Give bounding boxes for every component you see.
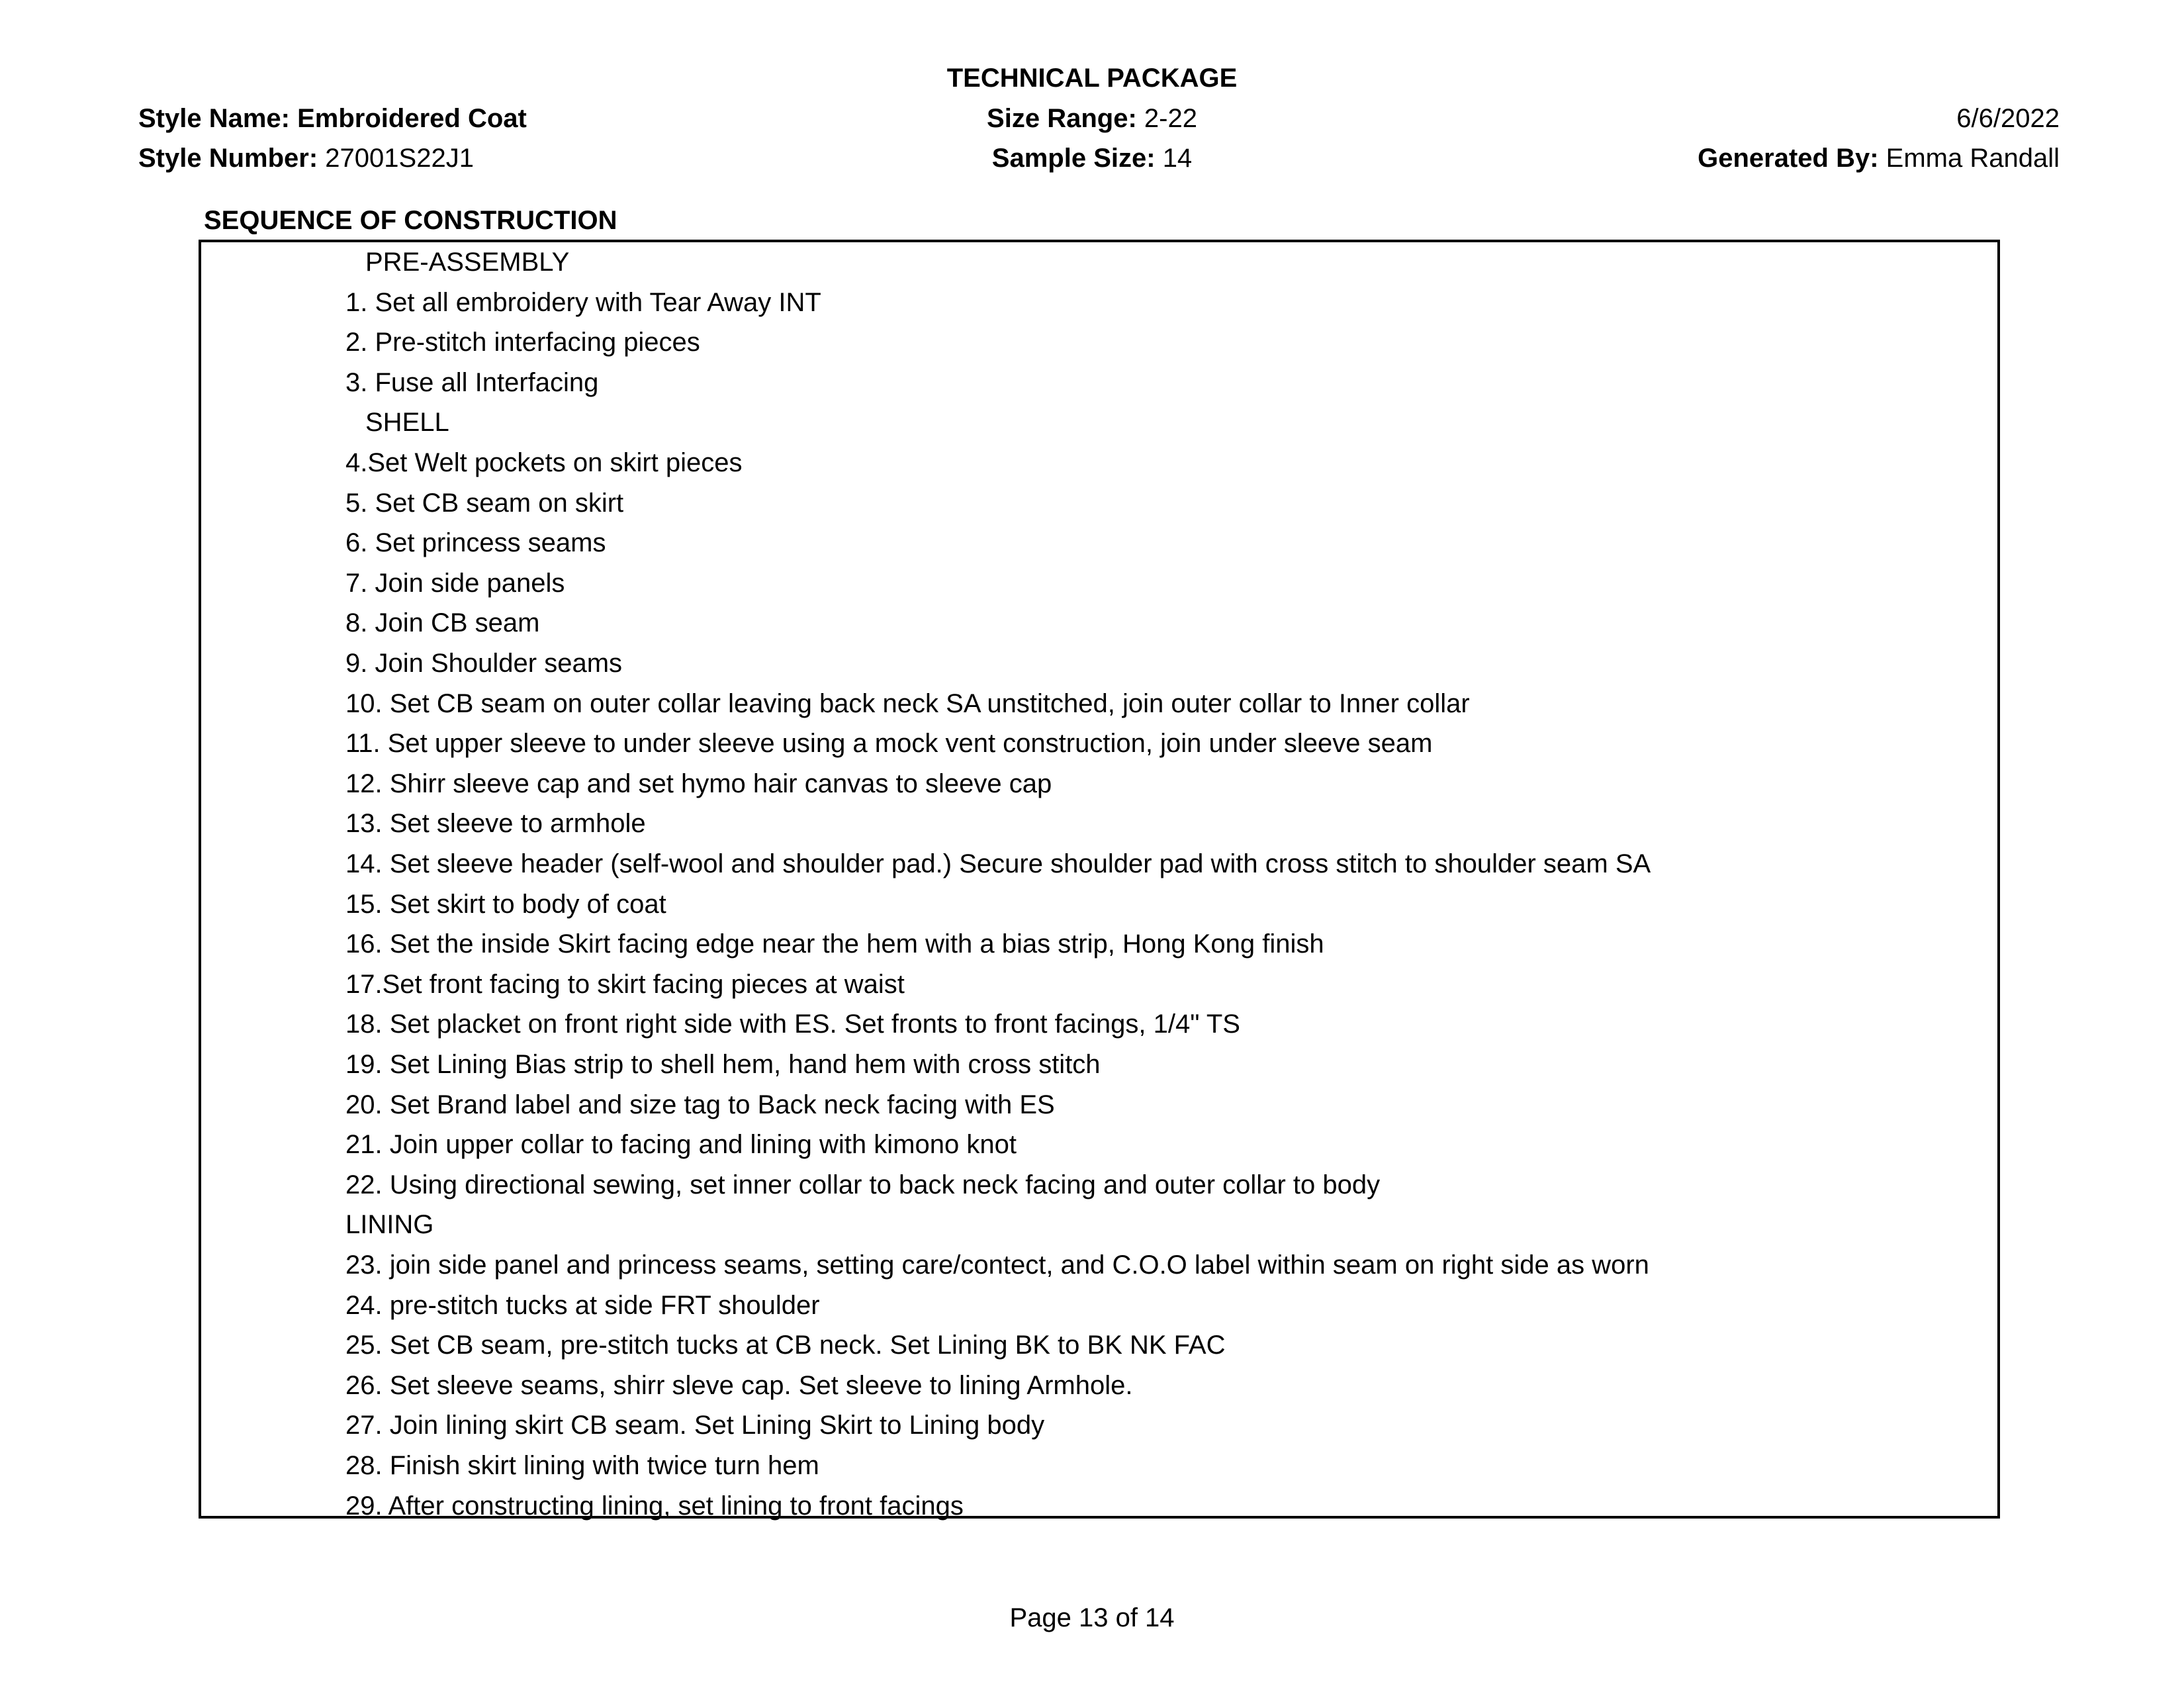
construction-step: 4.Set Welt pockets on skirt pieces bbox=[345, 448, 743, 477]
construction-step: 16. Set the inside Skirt facing edge near the hem with a bias strip, Hong Kong finish bbox=[345, 929, 1324, 959]
construction-step: 22. Using directional sewing, set inner collar to back neck facing and outer collar to body bbox=[345, 1170, 1381, 1199]
construction-step: 18. Set placket on front right side with ES. Set fronts to front facings, 1/4" TS bbox=[345, 1009, 1240, 1039]
size-range bbox=[0, 99, 2184, 138]
generated-by-label: Generated By: bbox=[1698, 144, 1879, 173]
size-range-value: 2-22 bbox=[1144, 104, 1197, 133]
construction-step: 12. Shirr sleeve cap and set hymo hair canvas to sleeve cap bbox=[345, 769, 1052, 798]
construction-step: 20. Set Brand label and size tag to Back neck facing with ES bbox=[345, 1090, 1055, 1119]
step-group-heading: SHELL bbox=[365, 408, 449, 438]
construction-step: 24. pre-stitch tucks at side FRT shoulder bbox=[345, 1290, 820, 1320]
construction-step: 15. Set skirt to body of coat bbox=[345, 889, 666, 919]
construction-step: 14. Set sleeve header (self-wool and shoulder pad.) Secure shoulder pad with cross stitch to shoulder seam SA bbox=[345, 849, 1651, 878]
construction-step: 17.Set front facing to skirt facing pieces at waist bbox=[345, 969, 905, 999]
construction-step: 28. Finish skirt lining with twice turn hem bbox=[345, 1451, 819, 1480]
construction-step: 5. Set CB seam on skirt bbox=[345, 488, 624, 518]
generated-by bbox=[1698, 138, 2060, 178]
step-group-heading: PRE-ASSEMBLY bbox=[365, 248, 570, 277]
construction-steps-box bbox=[199, 240, 2000, 1519]
step-group-heading: LINING bbox=[345, 1210, 434, 1240]
construction-step: 23. join side panel and princess seams, setting care/contect, and C.O.O label within seam on right side as worn bbox=[345, 1250, 1649, 1280]
sample-size-value: 14 bbox=[1162, 144, 1193, 173]
construction-step: 27. Join lining skirt CB seam. Set Lining Skirt to Lining body bbox=[345, 1411, 1045, 1440]
construction-step: 13. Set sleeve to armhole bbox=[345, 809, 646, 839]
construction-step: 29. After constructing lining, set lining to front facings bbox=[345, 1491, 964, 1521]
construction-step: 19. Set Lining Bias strip to shell hem, hand hem with cross stitch bbox=[345, 1050, 1101, 1079]
construction-step: 26. Set sleeve seams, shirr sleve cap. Set sleeve to lining Armhole. bbox=[345, 1370, 1133, 1400]
construction-step: 7. Join side panels bbox=[345, 568, 565, 598]
section-heading: SEQUENCE OF CONSTRUCTION bbox=[204, 206, 617, 235]
construction-step: 3. Fuse all Interfacing bbox=[345, 367, 599, 397]
document-title: TECHNICAL PACKAGE bbox=[946, 64, 1238, 93]
sample-size-label: Sample Size: bbox=[991, 144, 1156, 173]
construction-step: 1. Set all embroidery with Tear Away INT bbox=[345, 287, 821, 317]
construction-step: 21. Join upper collar to facing and lining with kimono knot bbox=[345, 1130, 1017, 1160]
construction-step: 9. Join Shoulder seams bbox=[345, 649, 623, 678]
document-date: 6/6/2022 bbox=[1956, 104, 2060, 133]
construction-step: 11. Set upper sleeve to under sleeve using a mock vent construction, join under sleeve seam bbox=[345, 729, 1433, 759]
construction-step: 2. Pre-stitch interfacing pieces bbox=[345, 328, 700, 357]
construction-step: 6. Set princess seams bbox=[345, 528, 606, 558]
generated-by-value: Emma Randall bbox=[1886, 144, 2060, 173]
style-number-value: 27001S22J1 bbox=[325, 144, 474, 173]
construction-step: 8. Join CB seam bbox=[345, 608, 540, 638]
style-name-label: Style Name: bbox=[138, 104, 290, 133]
style-number-label: Style Number: bbox=[138, 144, 318, 173]
construction-step: 25. Set CB seam, pre-stitch tucks at CB neck. Set Lining BK to BK NK FAC bbox=[345, 1331, 1226, 1360]
style-name-value: Embroidered Coat bbox=[297, 104, 527, 133]
construction-step: 10. Set CB seam on outer collar leaving back neck SA unstitched, join outer collar to Inner collar bbox=[345, 688, 1470, 718]
size-range-label: Size Range: bbox=[987, 104, 1137, 133]
page-number: Page 13 of 14 bbox=[1009, 1603, 1175, 1632]
